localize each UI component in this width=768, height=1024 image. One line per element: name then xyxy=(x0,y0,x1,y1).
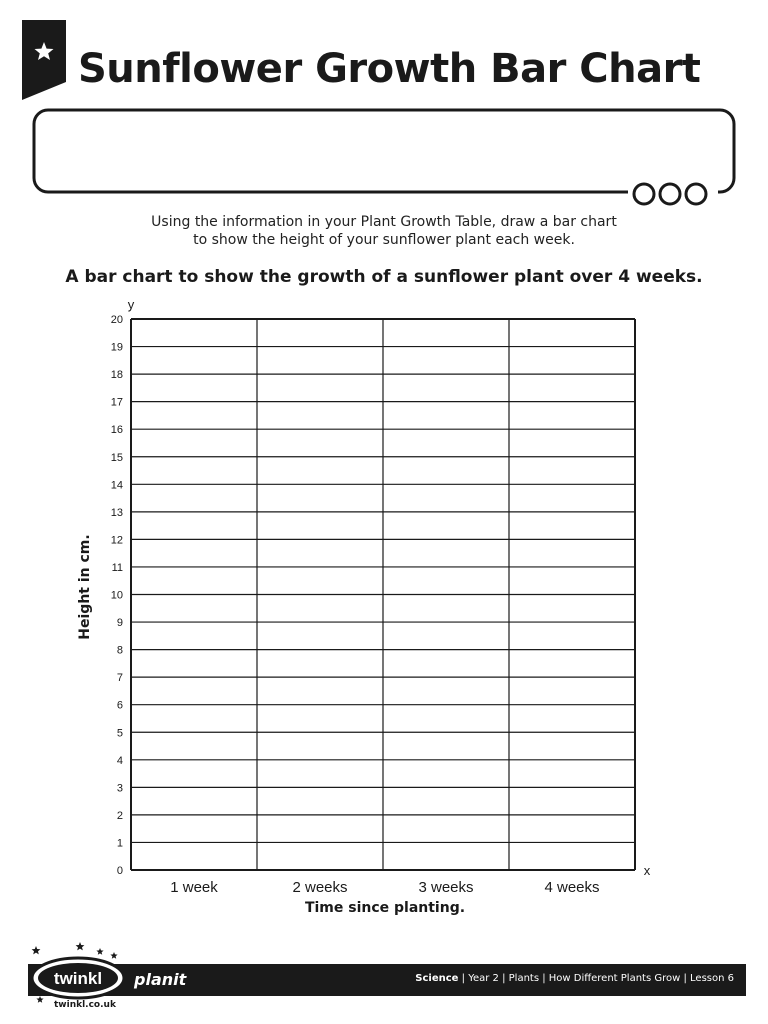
y-axis-label: Height in cm. xyxy=(77,534,93,640)
y-tick-label: 1 xyxy=(116,837,123,850)
y-tick-label: 14 xyxy=(110,479,123,492)
y-tick-label: 16 xyxy=(110,424,123,437)
footer-path: | Year 2 | Plants | How Different Plants Grow | Lesson 6 xyxy=(461,973,734,984)
y-tick-label: 11 xyxy=(111,561,123,574)
chart-title: A bar chart to show the growth of a sunflower plant over 4 weeks. xyxy=(65,267,703,287)
y-tick-label: 0 xyxy=(116,865,123,877)
planit-label: planit xyxy=(134,970,187,989)
footer-breadcrumb xyxy=(415,973,734,984)
y-tick-label: 3 xyxy=(116,782,123,795)
y-tick-label: 20 xyxy=(110,314,123,326)
y-tick-label: 10 xyxy=(110,589,123,602)
y-tick-label: 18 xyxy=(110,369,123,382)
twinkl-brand-text: twinkl xyxy=(53,969,103,988)
footer-subject: Science xyxy=(415,973,459,984)
y-tick-label: 12 xyxy=(110,534,123,547)
page-title: Sunflower Growth Bar Chart xyxy=(78,46,701,92)
y-tick-label: 19 xyxy=(110,341,123,354)
instructions-line-1: Using the information in your Plant Growth Table, draw a bar chart xyxy=(151,214,617,230)
y-tick-label: 2 xyxy=(116,809,123,822)
x-axis-label: Time since planting. xyxy=(304,900,466,916)
x-tick-label: 1 week xyxy=(170,879,218,896)
x-tick-label: 4 weeks xyxy=(544,879,600,896)
y-tick-label: 8 xyxy=(116,644,123,657)
y-tick-label: 9 xyxy=(116,617,123,630)
website-label: twinkl.co.uk xyxy=(54,1000,116,1010)
y-tick-label: 13 xyxy=(110,506,123,519)
x-tick-label: 3 weeks xyxy=(418,879,474,896)
y-tick-label: 17 xyxy=(110,396,123,409)
y-tick-label: 5 xyxy=(116,727,123,740)
y-axis-letter: y xyxy=(127,297,135,312)
x-tick-label: 2 weeks xyxy=(292,879,348,896)
x-axis-letter: x xyxy=(643,863,651,878)
instructions-line-2: to show the height of your sunflower plant each week. xyxy=(193,232,575,248)
y-tick-label: 7 xyxy=(116,672,123,685)
y-tick-label: 4 xyxy=(116,754,123,767)
y-tick-label: 15 xyxy=(110,451,123,464)
y-tick-label: 6 xyxy=(116,699,123,712)
